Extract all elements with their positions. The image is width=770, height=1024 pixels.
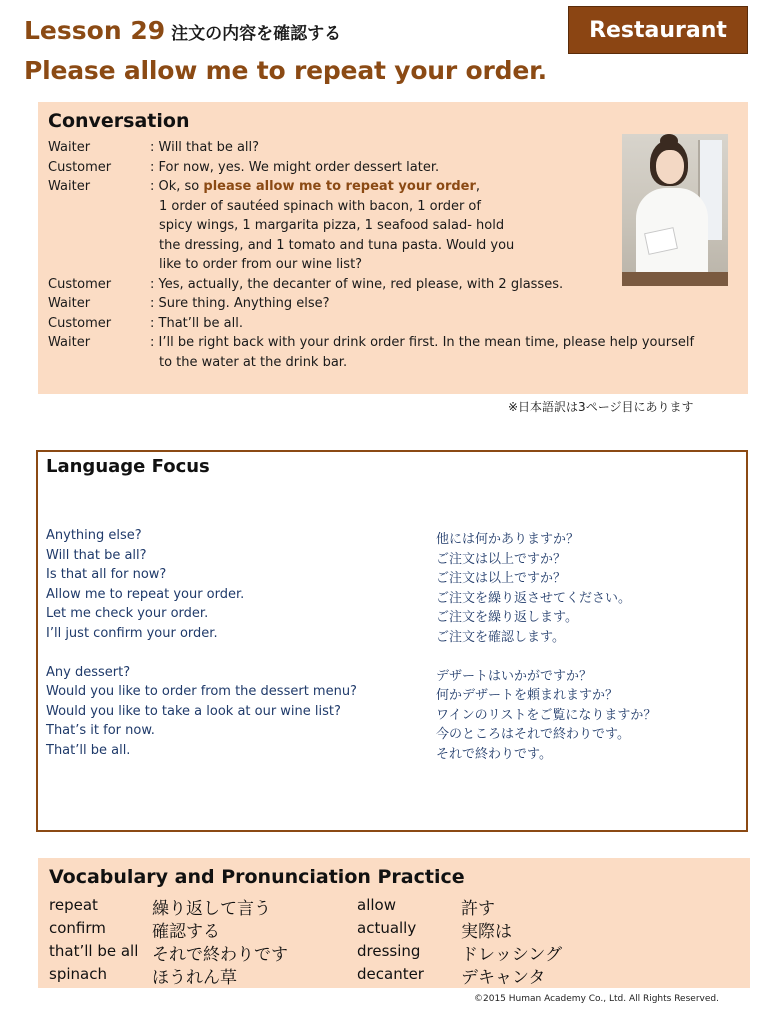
speaker-label: Customer — [48, 315, 112, 331]
dialogue-text-start: : Ok, so — [150, 179, 204, 194]
vocab-english: spinach — [49, 965, 107, 983]
photo-face — [656, 150, 684, 184]
speaker-label: Waiter — [48, 179, 91, 194]
dialogue-text: : For now, yes. We might order dessert later. — [150, 159, 440, 175]
list-item: Allow me to repeat your order. — [46, 586, 245, 602]
conversation-panel — [38, 102, 748, 394]
speaker-label: Customer — [48, 276, 112, 292]
list-gap — [46, 643, 357, 663]
vocab-japanese: 実際は — [461, 922, 512, 942]
vocab-japanese: ドレッシング — [461, 945, 563, 965]
key-phrase-highlight: please allow me to repeat your order — [203, 179, 476, 194]
photo-hair-bun — [660, 134, 678, 148]
dialogue-continuation: spicy wings, 1 margarita pizza, 1 seafood salad- hold — [159, 218, 505, 233]
vocab-japanese: それで終わりです — [152, 945, 288, 965]
waitress-photo — [622, 134, 728, 286]
list-item: 今のところはそれで終わりです。 — [436, 727, 630, 742]
vocab-english: actually — [357, 919, 417, 937]
dialogue-text — [150, 177, 480, 197]
vocab-english: decanter — [357, 965, 424, 983]
vocab-japanese: 許す — [461, 899, 495, 919]
list-item: Anything else? — [46, 528, 142, 543]
dialogue-text-end: , — [475, 179, 481, 194]
language-focus-heading: Language Focus — [46, 456, 210, 477]
vocabulary-panel — [38, 858, 750, 988]
list-item: Is that all for now? — [46, 567, 167, 582]
dialogue-line — [48, 333, 738, 353]
dialogue-continuation: the dressing, and 1 tomato and tuna pasta. Would you — [159, 237, 515, 253]
list-item: Would you like to take a look at our wine list? — [46, 703, 341, 719]
vocab-japanese: 繰り返して言う — [152, 899, 271, 919]
speaker-label: Waiter — [48, 335, 91, 350]
vocab-english: that’ll be all — [49, 942, 139, 960]
list-item: ワインのリストをご覧になりますか？ — [436, 707, 657, 723]
copyright-footer: ©2015 Human Academy Co., Ltd. All Rights Reserved. — [474, 994, 719, 1004]
list-item: ご注文を繰り返します。 — [436, 610, 578, 625]
list-item: Let me check your order. — [46, 606, 209, 621]
lesson-number: Lesson 29 — [24, 16, 166, 45]
language-focus-panel — [36, 450, 748, 832]
dialogue-text: : I’ll be right back with your drink order first. In the mean time, please help yourself — [150, 335, 695, 350]
photo-table — [622, 272, 728, 286]
dialogue-line — [48, 314, 738, 334]
list-item: Any dessert? — [46, 664, 131, 680]
list-item: ご注文は以上ですか？ — [436, 571, 567, 586]
vocab-japanese: ほうれん草 — [152, 968, 237, 988]
list-item: デザートはいかがですか？ — [436, 668, 593, 684]
list-item: 何かデザートを頼まれますか？ — [436, 688, 619, 703]
lesson-title — [24, 16, 341, 45]
vocab-japanese: デキャンタ — [461, 968, 546, 988]
conversation-heading: Conversation — [48, 110, 190, 132]
focus-japanese-list — [436, 530, 656, 764]
dialogue-continuation: like to order from our wine list? — [159, 257, 363, 272]
list-item: That’s it for now. — [46, 723, 155, 738]
speaker-label: Waiter — [48, 140, 91, 155]
dialogue-text: : Will that be all? — [150, 140, 260, 155]
vocab-english: confirm — [49, 919, 106, 937]
focus-english-list — [46, 526, 357, 760]
dialogue-text: : Sure thing. Anything else? — [150, 296, 330, 311]
list-item: ご注文は以上ですか？ — [436, 551, 567, 567]
vocab-english: allow — [357, 896, 396, 914]
page-title: Please allow me to repeat your order. — [24, 56, 547, 85]
speaker-label: Customer — [48, 159, 112, 175]
dialogue-text: : That’ll be all. — [150, 315, 243, 331]
dialogue-line — [48, 294, 738, 314]
vocab-japanese: 確認する — [152, 922, 220, 942]
vocab-english: repeat — [49, 896, 98, 914]
translation-note: ※日本語訳は3ページ目にあります — [508, 400, 694, 414]
list-item: 他には何かありますか？ — [436, 532, 580, 547]
vocabulary-heading: Vocabulary and Pronunciation Practice — [49, 866, 465, 888]
speaker-label: Waiter — [48, 296, 91, 311]
list-item: それで終わりです。 — [436, 746, 552, 762]
category-badge: Restaurant — [568, 6, 748, 54]
dialogue-continuation: to the water at the drink bar. — [159, 354, 348, 370]
dialogue-text: : Yes, actually, the decanter of wine, red please, with 2 glasses. — [150, 276, 564, 292]
list-item: ご注文を確認します。 — [436, 629, 565, 645]
lesson-japanese-title: 注文の内容を確認する — [171, 24, 342, 44]
list-gap — [436, 647, 656, 667]
list-item: Will that be all? — [46, 547, 147, 563]
list-item: ご注文を繰り返させてください。 — [436, 590, 632, 606]
list-item: That’ll be all. — [46, 742, 131, 758]
list-item: I’ll just confirm your order. — [46, 625, 218, 641]
vocab-english: dressing — [357, 942, 421, 960]
dialogue-continuation: 1 order of sautéed spinach with bacon, 1 order of — [159, 198, 481, 214]
list-item: Would you like to order from the dessert menu? — [46, 684, 357, 699]
